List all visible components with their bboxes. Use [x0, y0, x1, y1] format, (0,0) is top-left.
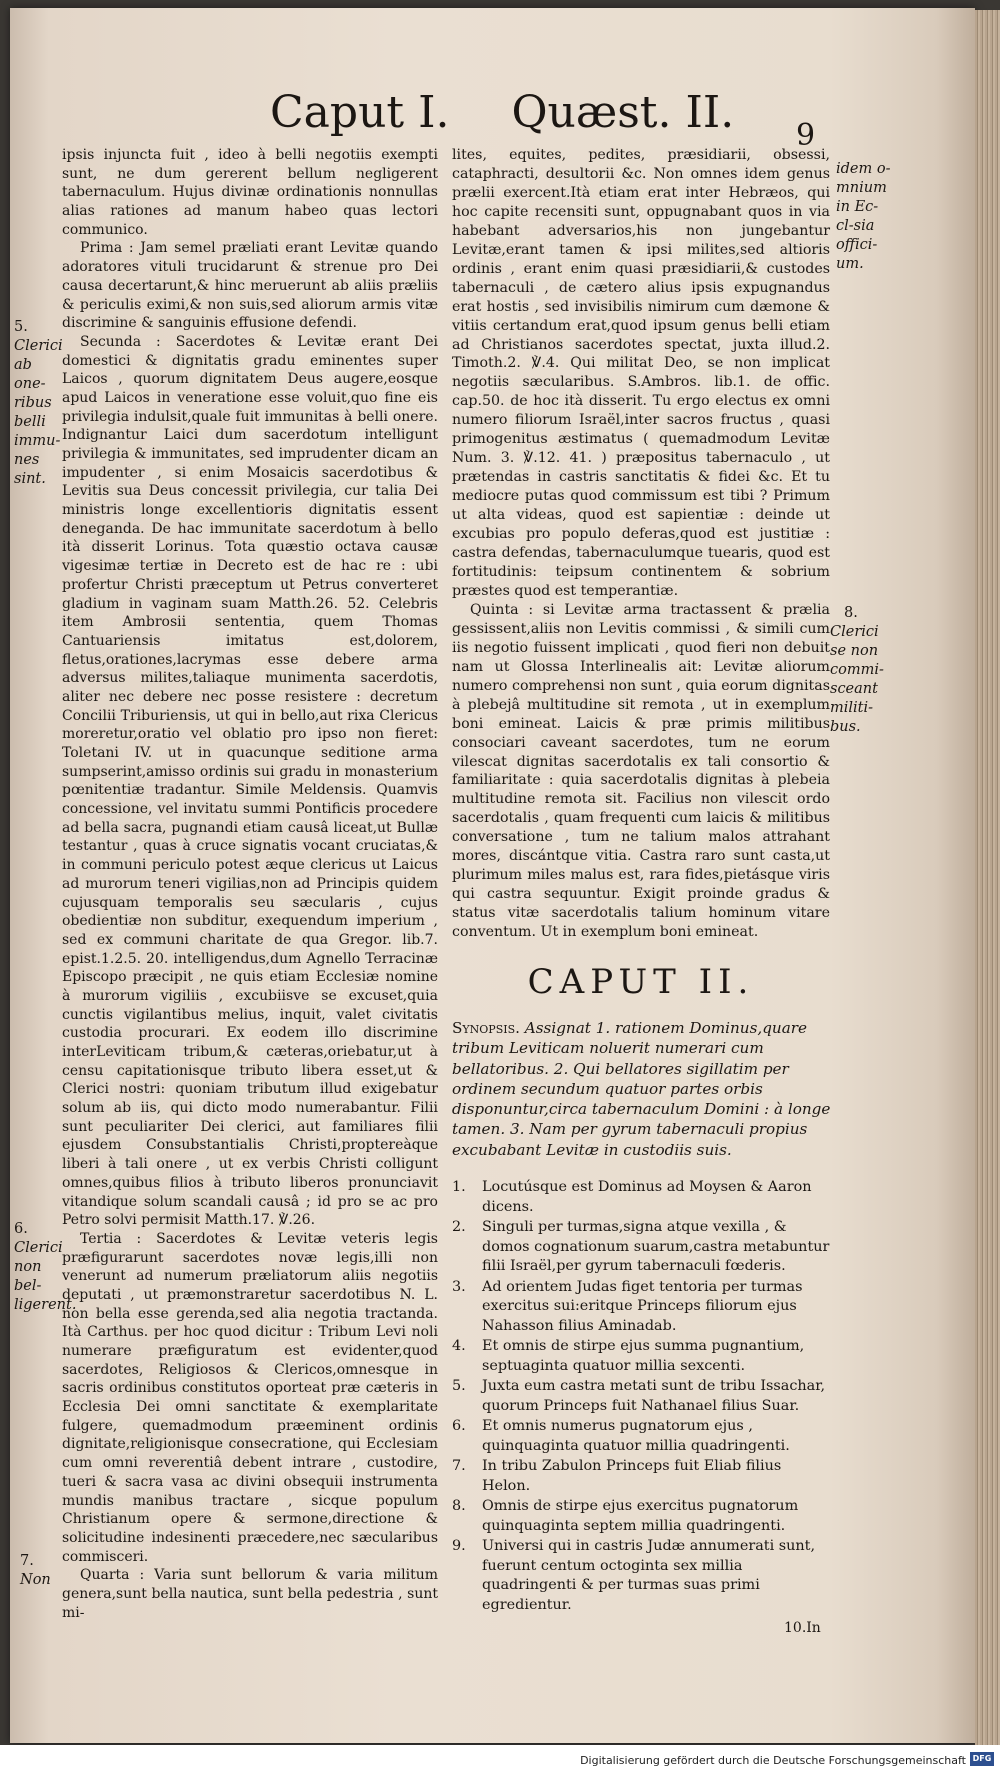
- verse-list: [452, 1178, 830, 1616]
- verse-number: 8.: [452, 1498, 466, 1515]
- margin-note-number: 5.: [14, 319, 28, 335]
- verse: [452, 1377, 830, 1416]
- margin-note-line: Clerici: [14, 1240, 63, 1256]
- verse-number: 2.: [452, 1219, 466, 1236]
- margin-note-7: [20, 1552, 66, 1590]
- paragraph: Secunda : Sacerdotes & Levitæ erant Dei domestici & dignitatis gradu eminentes super Laicos , quorum dignitatem Deus augere,eosque apud Laicos in veneratione esse voluit,quo fine eis privilegia indulsit,quale fuit immunitas à belli onere. Indignantur Laici dum sacerdotum intelligunt privilegia & immunitates, sed imprudenter dicam an impudenter , si enim Mosaicis sacerdotibus & Levitis sua Deus concessit privilegia, cur talia Dei ministris longe excellentioris dignitatis essent deneganda. De hac immunitate sacerdotum à bello ità disserit Lorinus. Tota quæstio octava causæ vigesimæ tertiæ in Decreto est de hac re : ubi profertur Christi præceptum ut Petrus converteret gladium in vaginam suam Matth.26. 52. Celebris item Ambrosii sententia, quem Thomas Cantuariensis imitatus est,dolorem, fletus,orationes,lacrymas esse debere arma adversus milites,taliaque munimenta sacerdotis, aliter nec debere nec posse resistere : decretum Concilii Triburiensis, ut qui in bello,aut rixa Clericus moreretur,oratio vel oblatio pro ipso non fieret: Toletani IV. ut in quacunque seditione arma sumpserint,amisso ordinis sui gradu in monasterium pœnitentiæ tradantur. Simile Meldensis. Quamvis concessione, vel invitatu summi Pontificis procedere ad bella sacra, pugnandi etiam causâ liceat,ut Bullæ testantur , quas à cruce signatis vocant cruciatas,& in communi periculo potest æque clericus ut Laicus ad murorum teneri vigilias,non ad Principis quidem cujusquam temporalis seu sæcularis , cujus obedientiæ non subditur, exequendum imperium , sed ex communi charitate de qua Gregor. lib.7. epist.1.2.5. 20. intelligendus,dum Agnello Terracinæ Episcopo præcipit , ne quis etiam Ecclesiæ nomine à murorum vigiliis , excubiisve se excuset,quia cunctis vigilantibus melius, inquit, valet civitatis custodia procurari. Ex eodem illo discrimine interLeviticam tribum,& cæteras,oriebatur,ut à censu capitationisque tributo libera esset,ut & Clerici nostri: quoniam tributum illud exigebatur solum ab iis, qui dicto modo numerabantur. Filii sunt peculiariter Dei clerici, aut familiares filii ejusdem Consubstantialis Christi,proptereàque liberi à tali onere , ut ex verbis Christi colligunt omnes,quibus filios à tributo liberos pronunciavit vitandique solum scandali causâ ; id pro se ac pro Petro solvi permisit Matth.17. ℣.26.: [62, 333, 438, 1229]
- margin-note-line: bus.: [830, 719, 861, 735]
- margin-note-line: commi-: [830, 662, 884, 678]
- verse-text: Ad orientem Judas figet tentoria per turmas exercitus sui:eritque Princeps filiorum ejus Nahasson filius Aminadab.: [482, 1278, 803, 1334]
- verse-text: In tribu Zabulon Princeps fuit Eliab filius Helon.: [482, 1458, 782, 1494]
- verse-number: 9.: [452, 1538, 466, 1555]
- verse-text: Omnis de stirpe ejus exercitus pugnatorum quinquaginta septem millia quadringenti.: [482, 1498, 799, 1534]
- verse-number: 7.: [452, 1458, 466, 1475]
- margin-note-line: offici-: [836, 237, 878, 253]
- verse-text: Et omnis de stirpe ejus summa pugnantium, septuaginta quatuor millia sexcenti.: [482, 1338, 805, 1374]
- paragraph: Quinta : si Levitæ arma tractassent & prælia gessissent,aliis non Levitis commissi , & simili cum iis negotio fuissent implicati , quod fieri non debuit nam ut Glossa Interlinealis ait: Levitæ aliorum numero comprehensi non sunt , quia eorum dignitas à plebejâ multitudine sit remota , ut in exemplum boni emineat. Laicis & præ primis militibus consociari caveant sacerdotes, tum ne eorum vilescat dignitas sacerdotalis ex tali consortio & familiaritate : quia sacerdotalis dignitas à plebeia multitudine remota sit. Facilius non vilescit ordo sacerdotalis , quam frequenti cum laicis & militibus conversatione , tum ne talium malos attrahant mores, discántque vitia. Castra raro sunt casta,ut plurimum miles malus est, rara fides,pietásque viris qui castra sequuntur. Exigit proinde gradus & status vitæ sacerdotalis talium hominum vitare conventum. Ut in exemplum boni emineat.: [452, 601, 830, 941]
- left-text-column: [62, 146, 438, 1622]
- margin-note-line: Non: [20, 1572, 51, 1588]
- margin-note-number: 8.: [844, 605, 858, 621]
- catchword: 10.In: [784, 1620, 821, 1636]
- verse: [452, 1457, 830, 1496]
- margin-note-line: mnium: [836, 180, 887, 196]
- paragraph: Prima : Jam semel præliati erant Levitæ quando adoratores vituli trucidarunt & strenue pro Dei causa decertarunt,& hinc meruerunt ab aliis præliis & periculis eximi,& non suis,sed aliorum armis vitæ discrimine & sanguinis effusione defendi.: [62, 240, 438, 332]
- margin-note-line: immu-: [14, 433, 61, 449]
- verse-number: 5.: [452, 1378, 466, 1395]
- paragraph: Quarta : Varia sunt bellorum & varia militum genera,sunt bella nautica, sunt bella pedestria , sunt mi-: [62, 1567, 438, 1621]
- verse-number: 3.: [452, 1278, 466, 1295]
- verse: [452, 1417, 830, 1456]
- page-number: 9: [796, 118, 816, 153]
- verse: [452, 1278, 830, 1337]
- verse: [452, 1497, 830, 1536]
- margin-note-number: 7.: [20, 1553, 34, 1569]
- margin-note-line: sceant: [830, 681, 878, 697]
- running-head-caput: Caput I.: [270, 87, 450, 138]
- paragraph: ipsis injuncta fuit , ideo à belli negotiis exempti sunt, ne dum gererent bellum negligerent tabernaculum. Hujus divinæ ordinationis nonnullas alias rationes ad manum habeo quas lectori communico.: [62, 147, 438, 238]
- dfg-logo: DFG: [970, 1752, 994, 1766]
- paragraph: lites, equites, pedites, præsidiarii, obsessi, cataphracti, desultorii &c. Non omnes idem genus prælii exercent.Ità etiam erat inter Hebræos, qui hoc capite recensiti sunt, oppugnabant quos in via habebant adversarios,his non jungebantur Levitæ,erant tamen & ipsi milites,sed altioris ordinis , erant enim quasi præsidiarii,& custodes tabernaculi , de cætero alius ipsis expugnandus erat hostis , sed invisibilis nimirum cum dæmone & vitiis certandum erat,quod ipsum genus belli etiam ad Christianos sacerdotes spectat, juxta illud.2. Timoth.2. ℣.4. Qui militat Deo, se non implicat negotiis sæcularibus. S.Ambros. lib.1. de offic. cap.50. de hoc ità disserit. Tu ergo electus ex omni numero filiorum Israël,inter sacros fructus , quasi primogenitus æstimatus ( quemadmodum Levitæ Num. 3. ℣.12. 41. ) præpositus tabernaculo , ut prætendas in castris sanctitatis & fidei &c. Et tu mediocre putas quod commissum est tibi ? Primum ut alta videas, quod est sapientiæ : deinde ut excubias pro populo deferas,quod est justitiæ : castra defendas, tabernaculumque tuearis, quod est fortitudinis: teipsum continentem & sobrium præstes quod est temperantiæ.: [452, 147, 830, 599]
- margin-note-line: militi-: [830, 700, 874, 716]
- margin-note-line: se non: [830, 643, 879, 659]
- verse: [452, 1218, 830, 1277]
- verse-text: Universi qui in castris Judæ annumerati sunt, fuerunt centum octoginta sex millia quadringenti & per turmas suas primi egredientur.: [482, 1538, 816, 1613]
- verse: [452, 1337, 830, 1376]
- paragraph: Tertia : Sacerdotes & Levitæ veteris legis præfigurarunt sacerdotes novæ legis,illi non venerunt ad numerum præliatorum aliis negotiis deputati , ut præmonstraretur sacerdotibus N. L. non bella esse gerenda,sed alia negotia tractanda. Ità Carthus. per hoc quod dicitur : Tribum Levi noli numerare præfiguratum est evidenter,quod sacerdotes, Religiosos & Clericos,omnesque in sacris ordinibus constitutos oporteat præ cæteris in Ecclesia Dei omni sanctitate & exemplaritate fulgere, quemadmodum præeminent ordinis dignitate,religionisque consecratione, qui Ecclesiam cum omni reverentiâ debent intrare , custodire, tueri & sacra vasa ac divini obsequii instrumenta mundis manibus tractare , sicque populum Christianum opere & sermone,directione & solicitudine indesinenti præcedere,nec sæcularibus commisceri.: [62, 1230, 438, 1565]
- margin-note-line: Clerici: [14, 338, 63, 354]
- verse-number: 1.: [452, 1179, 466, 1195]
- verse-number: 4.: [452, 1338, 466, 1355]
- verse-text: Juxta eum castra metati sunt de tribu Issachar, quorum Princeps fuit Nathanael filius Suar.: [482, 1378, 826, 1414]
- margin-note-6: [14, 1220, 77, 1315]
- margin-note-8: [830, 604, 894, 737]
- margin-note-line: belli: [14, 414, 46, 430]
- synopsis-label: Synopsis.: [452, 1019, 520, 1037]
- running-head: [270, 88, 820, 138]
- margin-note-right-top: [836, 160, 898, 274]
- margin-note-line: in Ec-: [836, 199, 879, 215]
- margin-note-number: 6.: [14, 1221, 28, 1237]
- synopsis: [452, 1018, 832, 1160]
- verse-text: Singuli per turmas,signa atque vexilla , & domos cognationum suarum,castra metabuntur filii Israël,per gyrum tabernaculi fœderis.: [482, 1219, 830, 1275]
- margin-note-line: ribus: [14, 395, 52, 411]
- margin-note-line: um.: [836, 256, 864, 272]
- verse-text: Locutúsque est Dominus ad Moysen & Aaron dicens.: [482, 1179, 812, 1215]
- margin-note-line: ligerent.: [14, 1297, 77, 1313]
- footer-credit: Digitalisierung gefördert durch die Deutsche Forschungsgemeinschaft: [580, 1754, 966, 1767]
- margin-note-line: nes sint.: [14, 452, 46, 487]
- verse-text: Et omnis numerus pugnatorum ejus , quinquaginta quatuor millia quadringenti.: [482, 1418, 790, 1454]
- margin-note-5: [14, 318, 66, 489]
- margin-note-line: cl-sia: [836, 218, 875, 234]
- page-fore-edge: [975, 10, 1000, 1745]
- margin-note-line: idem o-: [836, 161, 891, 177]
- chapter-heading: CAPUT II.: [527, 962, 755, 1002]
- margin-note-line: ab one-: [14, 357, 46, 392]
- right-text-column: [452, 146, 830, 942]
- margin-note-line: non bel-: [14, 1259, 42, 1294]
- verse: [452, 1178, 830, 1217]
- running-head-quaest: Quæst. II.: [511, 87, 735, 138]
- margin-note-line: Clerici: [830, 624, 879, 640]
- verse: [452, 1537, 830, 1615]
- verse-number: 6.: [452, 1418, 466, 1435]
- synopsis-text: Assignat 1. rationem Dominus,quare tribum Leviticam noluerit numerari cum bellatoribus. 2. Qui bellatores sigillatim per ordinem secundum quatuor partes orbis disponuntur,circa tabernaculum Domini : à longe tamen. 3. Nam per gyrum tabernaculi propius excubabant Levitæ in custodiis suis.: [452, 1019, 831, 1159]
